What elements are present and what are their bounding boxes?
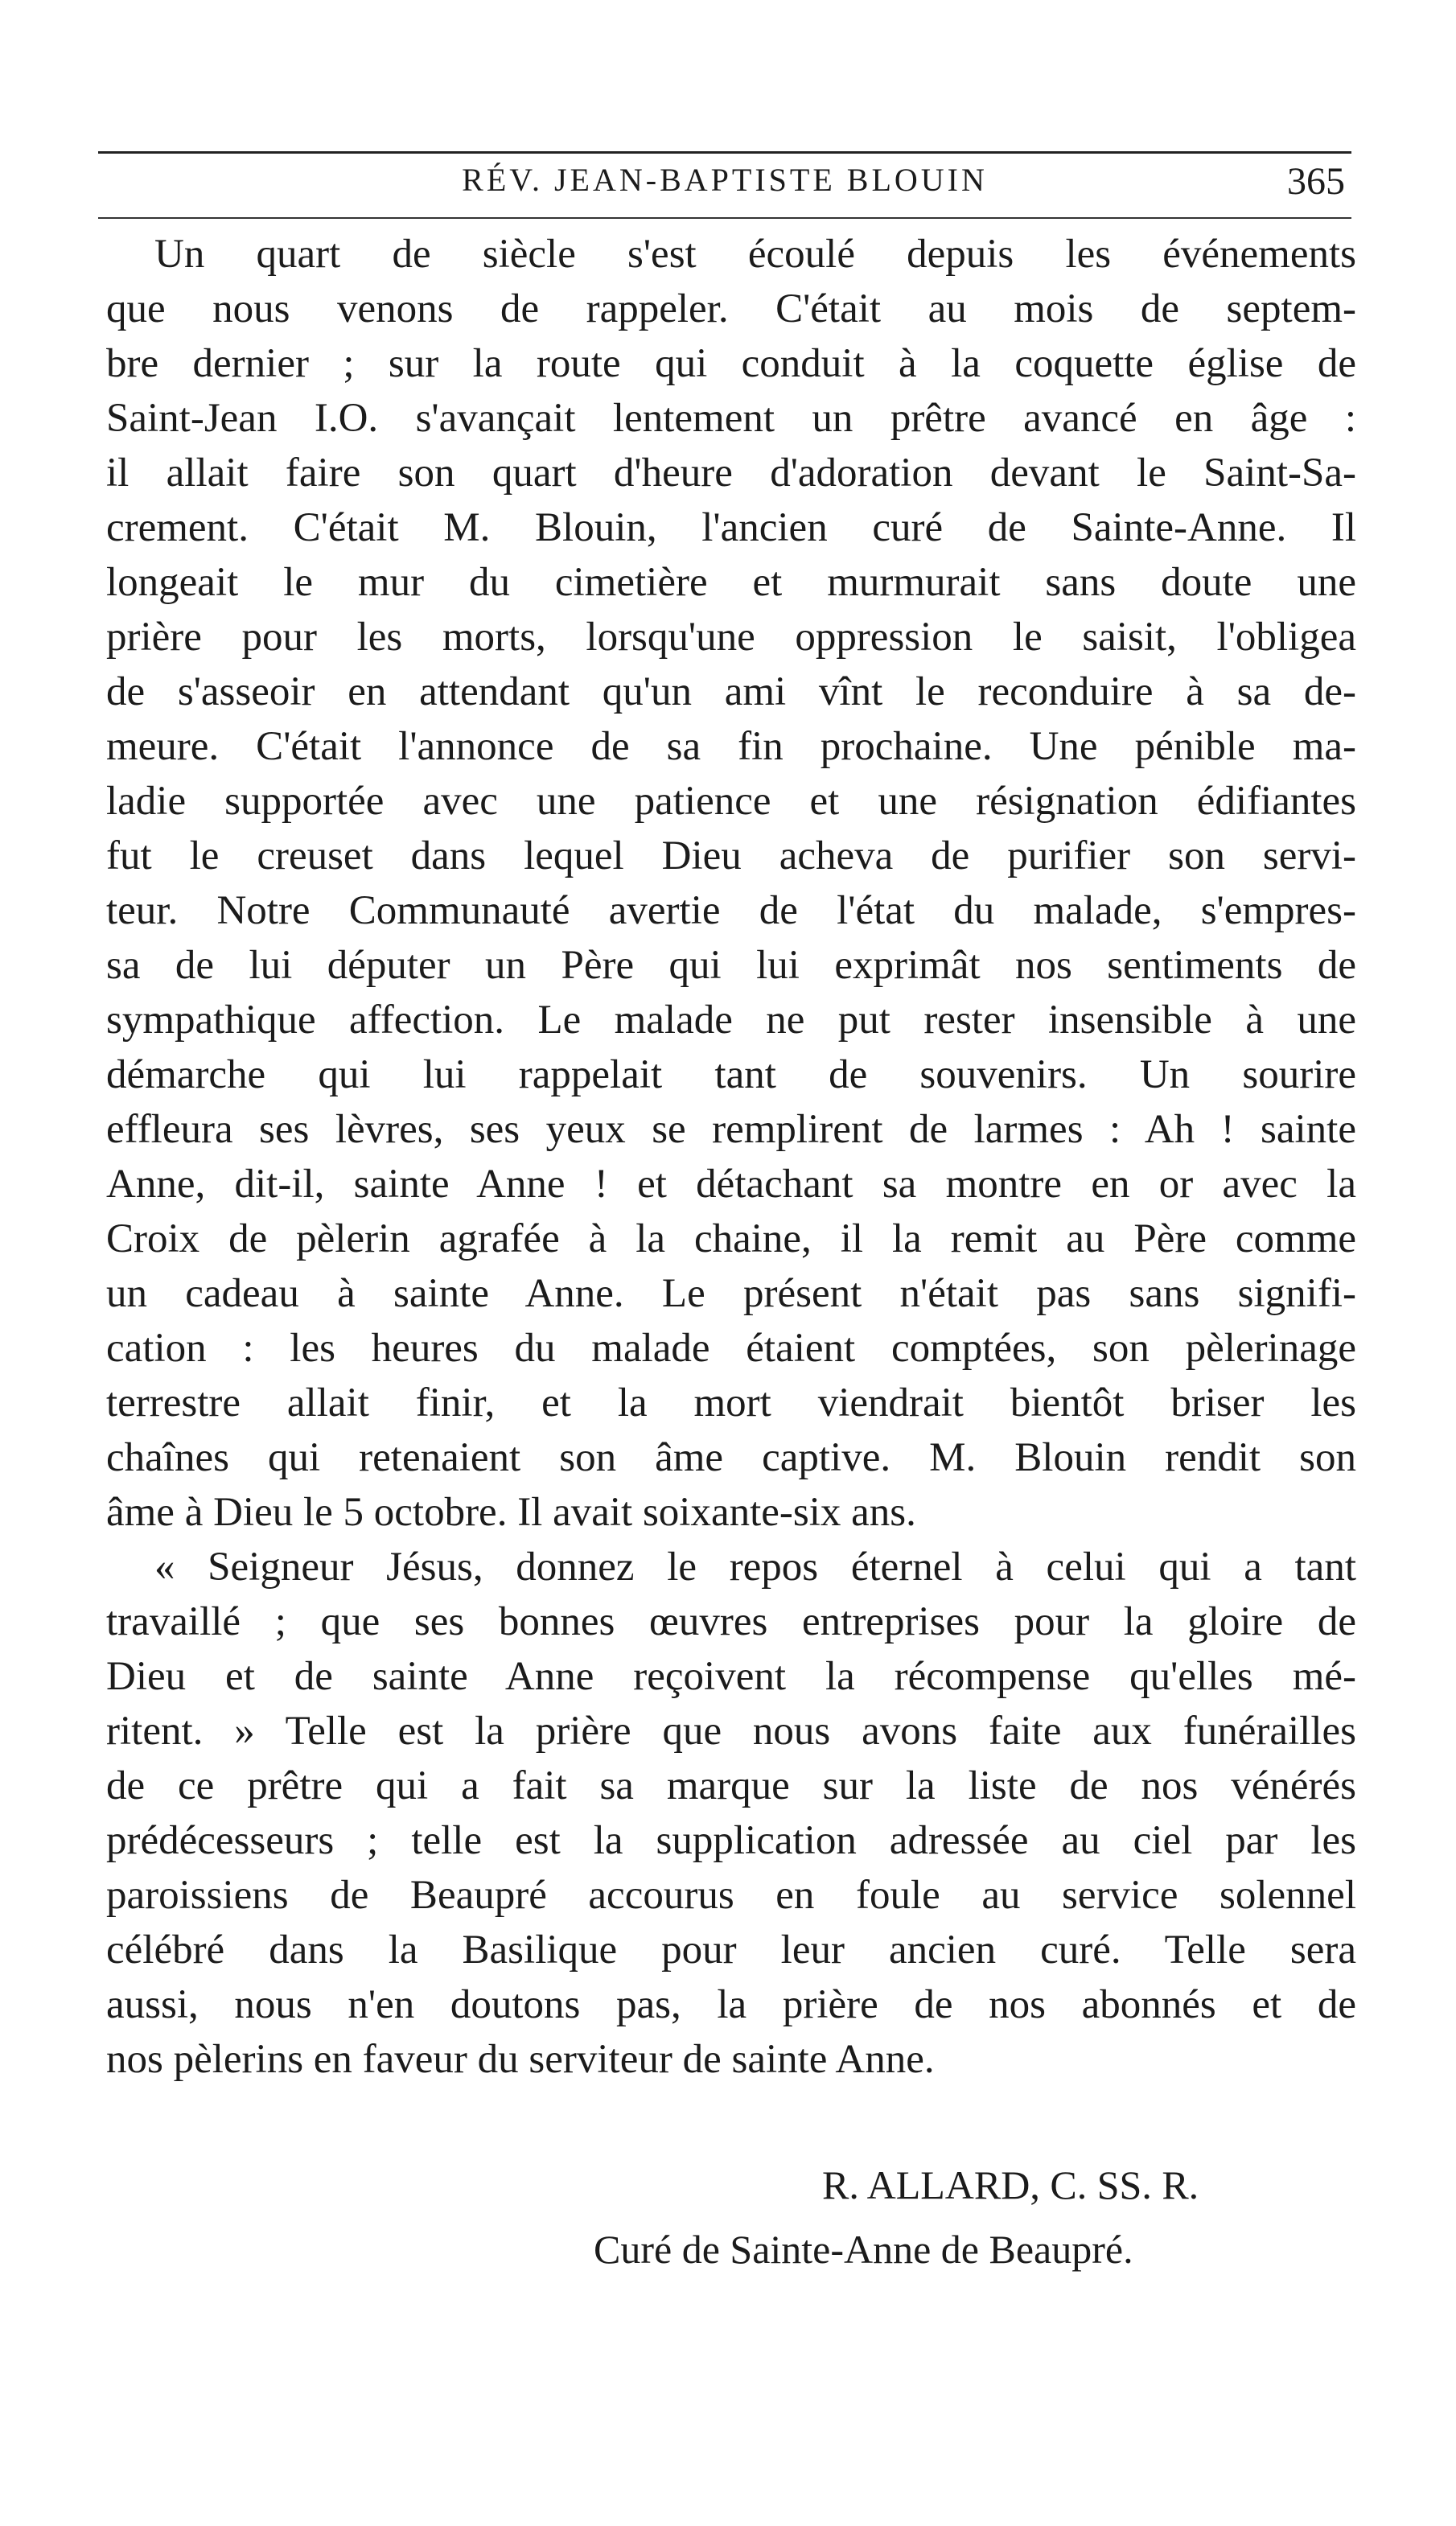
text-line: teur. Notre Communauté avertie de l'état du malade, s'empres- — [106, 888, 1356, 933]
text-line: bre dernier ; sur la route qui conduit à la coquette église de — [106, 341, 1356, 386]
text-line: effleura ses lèvres, ses yeux se remplirent de larmes : Ah ! sainte — [106, 1107, 1356, 1152]
text-line: aussi, nous n'en doutons pas, la prière de nos abonnés et de — [106, 1982, 1356, 2027]
top-rule — [98, 151, 1351, 154]
text-line: terrestre allait finir, et la mort viendrait bientôt briser les — [106, 1380, 1356, 1426]
text-line: de ce prêtre qui a fait sa marque sur la liste de nos vénérés — [106, 1763, 1356, 1808]
text-line: chaînes qui retenaient son âme captive. M. Blouin rendit son — [106, 1435, 1356, 1480]
text-line: célébré dans la Basilique pour leur ancien curé. Telle sera — [106, 1927, 1356, 1973]
text-line: crement. C'était M. Blouin, l'ancien curé de Sainte-Anne. Il — [106, 505, 1356, 550]
text-line: Un quart de siècle s'est écoulé depuis les événements — [154, 232, 1356, 277]
text-line: Anne, dit-il, sainte Anne ! et détachant sa montre en or avec la — [106, 1162, 1356, 1207]
text-line: sa de lui députer un Père qui lui exprimât nos sentiments de — [106, 943, 1356, 988]
text-line: sympathique affection. Le malade ne put rester insensible à une — [106, 998, 1356, 1043]
text-line: Saint-Jean I.O. s'avançait lentement un prêtre avancé en âge : — [106, 396, 1356, 441]
running-title: RÉV. JEAN-BAPTISTE BLOUIN — [462, 162, 988, 198]
text-line: travaillé ; que ses bonnes œuvres entreprises pour la gloire de — [106, 1599, 1356, 1644]
body-text — [106, 227, 1356, 2087]
running-head — [98, 159, 1351, 208]
text-line: démarche qui lui rappelait tant de souvenirs. Un sourire — [106, 1052, 1356, 1097]
text-line: il allait faire son quart d'heure d'adoration devant le Saint-Sa- — [106, 450, 1356, 496]
text-line: âme à Dieu le 5 octobre. Il avait soixante-six ans. — [106, 1490, 916, 1535]
text-line: cation : les heures du malade étaient comptées, son pèlerinage — [106, 1326, 1356, 1371]
text-line: prière pour les morts, lorsqu'une oppression le saisit, l'obligea — [106, 615, 1356, 660]
text-line: un cadeau à sainte Anne. Le présent n'était pas sans signifi- — [106, 1271, 1356, 1316]
text-line: nos pèlerins en faveur du serviteur de sainte Anne. — [106, 2037, 935, 2082]
signature-name: R. ALLARD, C. SS. R. — [822, 2162, 1199, 2207]
text-line: « Seigneur Jésus, donnez le repos éternel à celui qui a tant — [154, 1545, 1356, 1590]
text-line: Croix de pèlerin agrafée à la chaine, il la remit au Père comme — [106, 1216, 1356, 1261]
text-line: prédécesseurs ; telle est la supplication adressée au ciel par les — [106, 1818, 1356, 1863]
text-line: de s'asseoir en attendant qu'un ami vînt le reconduire à sa de- — [106, 669, 1356, 714]
text-line: paroissiens de Beaupré accourus en foule au service solennel — [106, 1873, 1356, 1918]
text-line: Dieu et de sainte Anne reçoivent la récompense qu'elles mé- — [106, 1654, 1356, 1699]
text-line: ritent. » Telle est la prière que nous avons faite aux funérailles — [106, 1709, 1356, 1754]
signature-role: Curé de Sainte-Anne de Beaupré. — [594, 2227, 1133, 2272]
text-line: meure. C'était l'annonce de sa fin prochaine. Une pénible ma- — [106, 724, 1356, 769]
header-rule — [98, 217, 1351, 219]
text-line: longeait le mur du cimetière et murmurait sans doute une — [106, 560, 1356, 605]
text-line: ladie supportée avec une patience et une résignation édifiantes — [106, 779, 1356, 824]
text-line: fut le creuset dans lequel Dieu acheva de purifier son servi- — [106, 833, 1356, 878]
text-line: que nous venons de rappeler. C'était au mois de septem- — [106, 286, 1356, 331]
page-number: 365 — [1287, 160, 1345, 203]
